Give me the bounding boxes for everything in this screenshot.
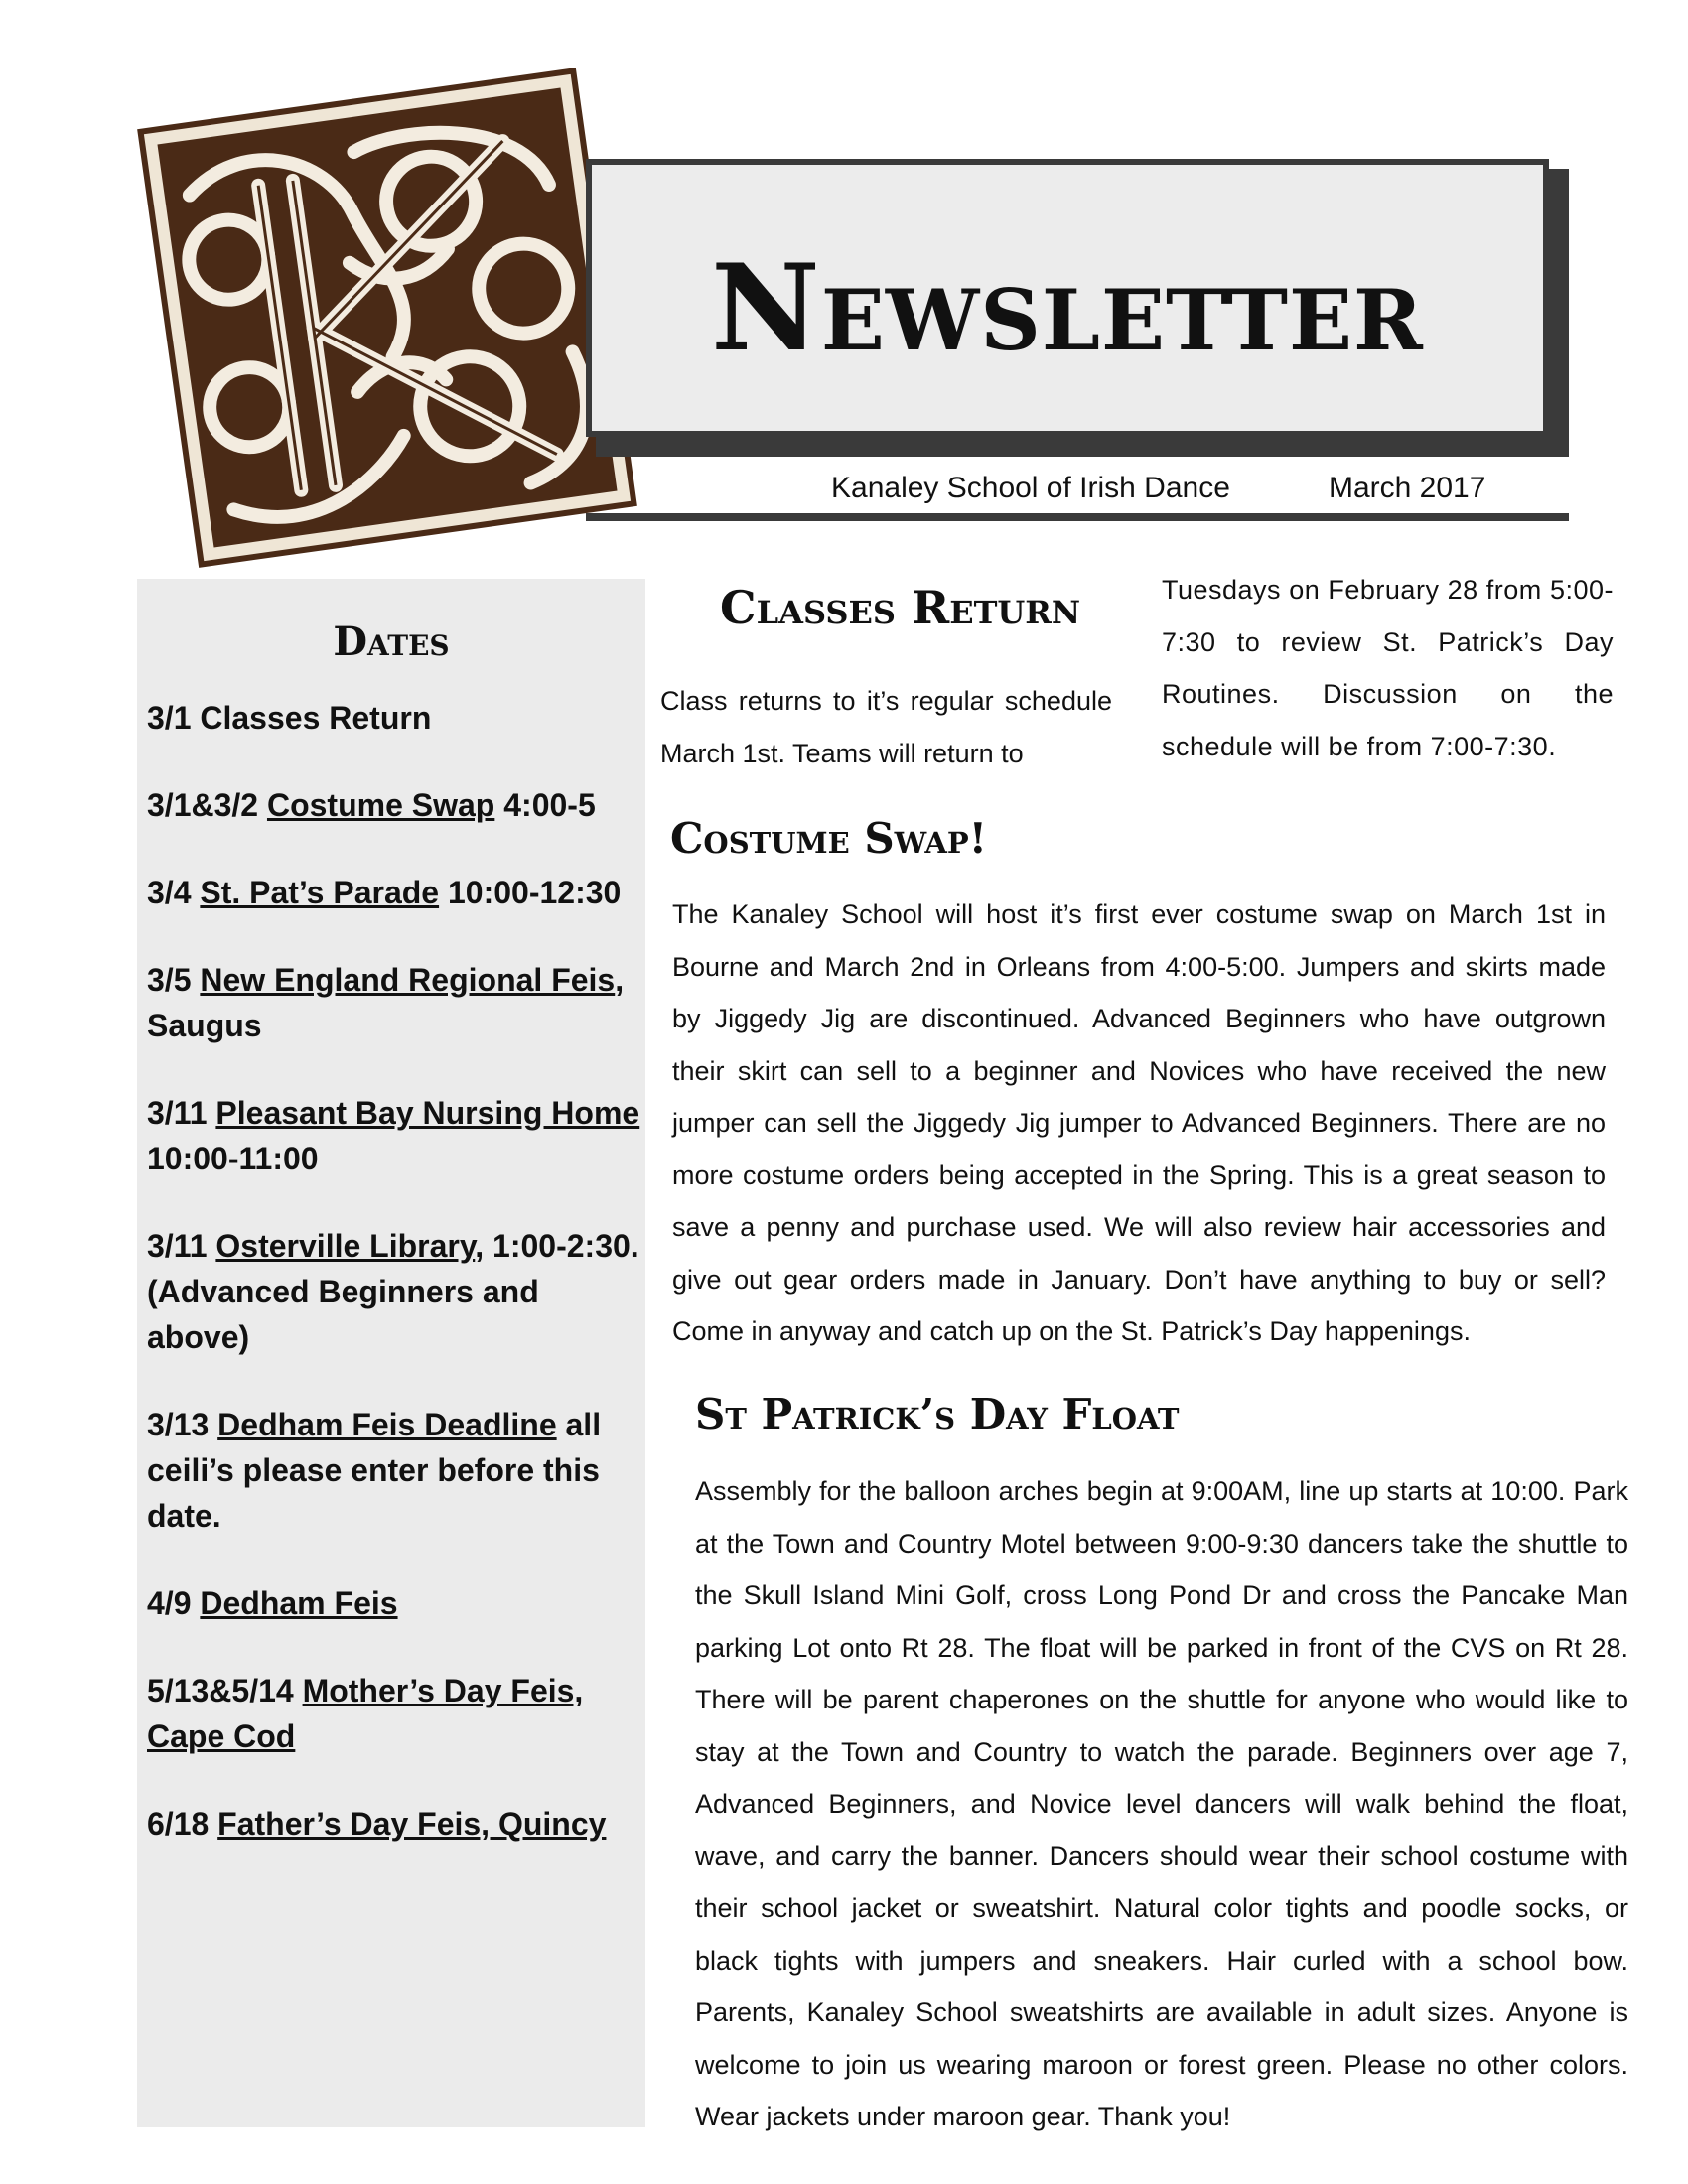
date-link[interactable]: Costume Swap <box>266 787 495 823</box>
date-item <box>147 870 643 915</box>
date-detail: , Saugus <box>147 962 625 1043</box>
classes-return-heading: Classes Return <box>720 581 1081 634</box>
date-text: 5/13&5/14 <box>147 1673 303 1708</box>
date-link[interactable]: Father’s Day Feis, Quincy <box>217 1806 607 1842</box>
date-text: 3/11 <box>147 1095 216 1131</box>
date-item <box>147 1402 643 1539</box>
date-item <box>147 1580 643 1626</box>
date-link[interactable]: Pleasant Bay Nursing Home <box>215 1095 640 1131</box>
date-detail: , 1:00-2:30. (Advanced Beginners and above) <box>147 1228 639 1355</box>
date-item <box>147 1223 643 1360</box>
school-name: Kanaley School of Irish Dance <box>831 472 1230 504</box>
celtic-k-logo <box>129 60 645 576</box>
date-link[interactable]: Dedham Feis Deadline <box>217 1407 557 1442</box>
date-link[interactable]: Osterville Library <box>215 1228 476 1264</box>
date-link[interactable]: St. Pat’s Parade <box>200 875 440 910</box>
date-detail: 4:00-5 <box>494 787 596 823</box>
float-text: Assembly for the balloon arches begin at 9:00AM, line up starts at 10:00. Park at the Town and Country Motel between 9:00-9:30 dancers take the shuttle to the Skull Island Mini Golf, cross Long Pond Dr and cross the Pancake Man parking Lot onto Rt 28. The float will be parked in front of the CVS on Rt 28. There will be parent chaperones on the shuttle for anyone who would like to stay at the Town and Country to watch the parade. Beginners over age 7, Advanced Beginners, and Novice level dancers will walk behind the float, wave, and carry the banner. Dancers should wear their school costume with their school jacket or sweatshirt. Natural color tights and poodle socks, or black tights with jumpers and sneakers. Hair curled with a school bow. Parents, Kanaley School sweatshirts are available in adult sizes. Anyone is welcome to join us wearing maroon or forest green. Please no other colors. Wear jackets under maroon gear. Thank you! <box>695 1476 1628 2131</box>
date-item <box>147 957 643 1048</box>
date-detail: 10:00-12:30 <box>439 875 622 910</box>
classes-return-text-col1: Class returns to it’s regular schedule March 1st. Teams will return to <box>660 686 1112 768</box>
date-text: 3/4 <box>147 875 201 910</box>
date-item <box>147 1801 643 1846</box>
date-link[interactable]: New England Regional Feis <box>200 962 616 998</box>
date-text: 4/9 <box>147 1585 201 1621</box>
date-item <box>147 695 643 741</box>
date-item <box>147 782 643 828</box>
float-heading: St Patrick’s Day Float <box>695 1390 1180 1438</box>
date-item <box>147 1090 643 1181</box>
date-text: 3/5 <box>147 962 201 998</box>
title-rule <box>586 513 1569 521</box>
costume-swap-text: The Kanaley School will host it’s first ever costume swap on March 1st in Bourne and March 2nd in Orleans from 4:00-5:00. Jumpers and skirts made by Jiggedy Jig are discontinued. Advanced Beginners who have outgrown their skirt can sell to a beginner and Novices who have received the new jumper can sell the Jiggedy Jig jumper to Advanced Beginners. There are no more costume orders being accepted in the Spring. This is a great season to save a penny and purchase used. We will also review hair accessories and give out gear orders made in January. Don’t have anything to buy or sell? Come in anyway and catch up on the St. Patrick’s Day happenings. <box>672 899 1606 1346</box>
dates-sidebar <box>137 579 645 2127</box>
costume-swap-heading: Costume Swap! <box>670 814 988 863</box>
date-text: 3/11 <box>147 1228 216 1264</box>
date-text: 6/18 <box>147 1806 218 1842</box>
dates-list <box>147 695 643 1888</box>
classes-return-text-col2: Tuesdays on February 28 from 5:00-7:30 to review St. Patrick’s Day Routines. Discussion on the schedule will be from 7:00-7:30. <box>1162 575 1614 761</box>
issue-date: March 2017 <box>1329 472 1486 504</box>
date-text: 3/1 Classes Return <box>147 700 432 736</box>
date-text: 3/1&3/2 <box>147 787 267 823</box>
title-box <box>586 159 1549 437</box>
date-detail: 10:00-11:00 <box>147 1141 319 1176</box>
newsletter-title: Newsletter <box>711 237 1424 378</box>
date-link[interactable]: Mother’s Day Feis, Cape Cod <box>147 1673 584 1754</box>
date-text: 3/13 <box>147 1407 218 1442</box>
date-detail: all ceili’s please enter before this date. <box>147 1407 602 1534</box>
dates-heading: Dates <box>333 618 450 665</box>
date-item <box>147 1668 643 1759</box>
date-link[interactable]: Dedham Feis <box>200 1585 398 1621</box>
